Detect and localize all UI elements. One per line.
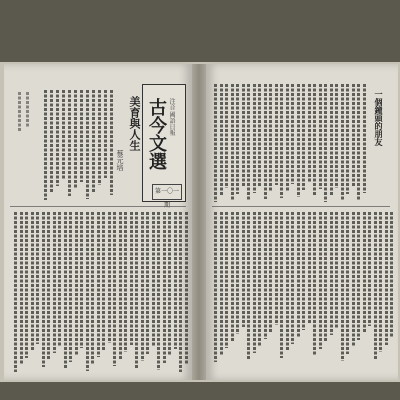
text-column — [313, 212, 316, 356]
text-column — [225, 212, 228, 348]
text-column — [319, 84, 322, 189]
text-column — [374, 212, 377, 359]
text-column — [242, 84, 245, 187]
text-column — [357, 84, 360, 200]
text-column — [58, 212, 61, 346]
text-column — [236, 212, 239, 334]
text-column — [25, 212, 28, 358]
text-column — [42, 212, 45, 367]
text-column — [258, 212, 261, 346]
text-column — [69, 212, 72, 362]
right-section-divider — [212, 206, 390, 207]
text-column — [31, 212, 34, 351]
text-column — [368, 212, 371, 326]
text-column — [104, 90, 107, 178]
text-column — [220, 212, 223, 355]
text-column — [264, 84, 267, 199]
text-column — [97, 212, 100, 357]
text-column — [297, 212, 300, 337]
text-column — [47, 212, 50, 360]
text-column — [86, 212, 89, 371]
text-column — [258, 84, 261, 186]
text-column — [302, 212, 305, 330]
text-column — [220, 84, 223, 195]
text-column — [264, 212, 267, 339]
text-column — [56, 90, 59, 186]
text-column — [302, 84, 305, 190]
text-column — [363, 212, 366, 333]
text-column — [163, 212, 166, 363]
text-column — [74, 90, 77, 189]
text-column — [363, 84, 366, 193]
text-column — [346, 212, 349, 354]
text-column — [236, 84, 239, 194]
text-column — [141, 212, 144, 361]
text-column — [341, 84, 344, 201]
text-column — [280, 84, 283, 198]
text-column — [291, 84, 294, 184]
right-article-title: 一個鐘頭的朋友 — [374, 90, 384, 146]
text-column — [157, 212, 160, 370]
text-column — [319, 212, 322, 349]
text-column — [68, 90, 71, 196]
text-column — [98, 90, 101, 185]
text-column — [62, 90, 65, 179]
text-column — [385, 212, 388, 345]
text-column — [269, 212, 272, 332]
text-column — [130, 212, 133, 345]
text-column — [119, 212, 122, 359]
text-column — [110, 90, 113, 195]
text-column — [352, 84, 355, 187]
text-column — [214, 212, 217, 362]
text-column — [53, 212, 56, 353]
text-column — [152, 212, 155, 347]
left-article-author: 蔡元培 — [116, 150, 124, 171]
text-column — [36, 212, 39, 344]
text-column — [253, 84, 256, 193]
text-column — [185, 212, 188, 365]
text-column — [352, 212, 355, 347]
text-column — [253, 212, 256, 353]
book-gutter — [192, 64, 206, 380]
magazine-title-note: 注音 國語日報 — [168, 98, 175, 136]
text-column — [231, 212, 234, 341]
text-column — [313, 84, 316, 196]
text-column — [269, 84, 272, 192]
text-column — [80, 90, 83, 182]
text-column — [174, 212, 177, 349]
text-column — [135, 212, 138, 368]
text-column — [379, 212, 382, 352]
text-column — [225, 84, 228, 188]
text-column — [92, 90, 95, 192]
left-section-divider — [10, 206, 186, 207]
text-column — [146, 212, 149, 354]
text-column — [14, 212, 17, 372]
text-column — [168, 212, 171, 356]
text-column — [179, 212, 182, 372]
left-header-text — [18, 92, 21, 132]
text-column — [231, 84, 234, 201]
text-column — [330, 212, 333, 335]
text-column — [357, 212, 360, 340]
text-column — [390, 212, 393, 338]
text-column — [297, 84, 300, 197]
text-column — [102, 212, 105, 350]
left-article-title: 美育與人生 — [128, 96, 141, 151]
text-column — [324, 84, 327, 202]
text-column — [341, 212, 344, 361]
text-column — [91, 212, 94, 364]
magazine-title: 古今文選 — [146, 98, 167, 170]
text-column — [108, 212, 111, 343]
text-column — [242, 212, 245, 327]
text-column — [113, 212, 116, 366]
left-header-text — [26, 92, 29, 128]
text-column — [124, 212, 127, 352]
text-column — [280, 212, 283, 358]
text-column — [50, 90, 53, 193]
text-column — [214, 84, 217, 202]
text-column — [44, 90, 47, 200]
text-column — [330, 84, 333, 195]
text-column — [308, 84, 311, 183]
text-column — [335, 84, 338, 188]
text-column — [286, 84, 289, 191]
text-column — [275, 212, 278, 325]
text-column — [286, 212, 289, 351]
text-column — [324, 212, 327, 342]
text-column — [247, 84, 250, 200]
issue-number: 第一〇一 — [152, 184, 182, 200]
text-column — [86, 90, 89, 199]
text-column — [20, 212, 23, 365]
text-column — [335, 212, 338, 328]
text-column — [64, 212, 67, 369]
text-column — [308, 212, 311, 323]
text-column — [275, 84, 278, 185]
text-column — [346, 84, 349, 194]
text-column — [75, 212, 78, 355]
text-column — [80, 212, 83, 348]
text-column — [291, 212, 294, 344]
text-column — [247, 212, 250, 360]
